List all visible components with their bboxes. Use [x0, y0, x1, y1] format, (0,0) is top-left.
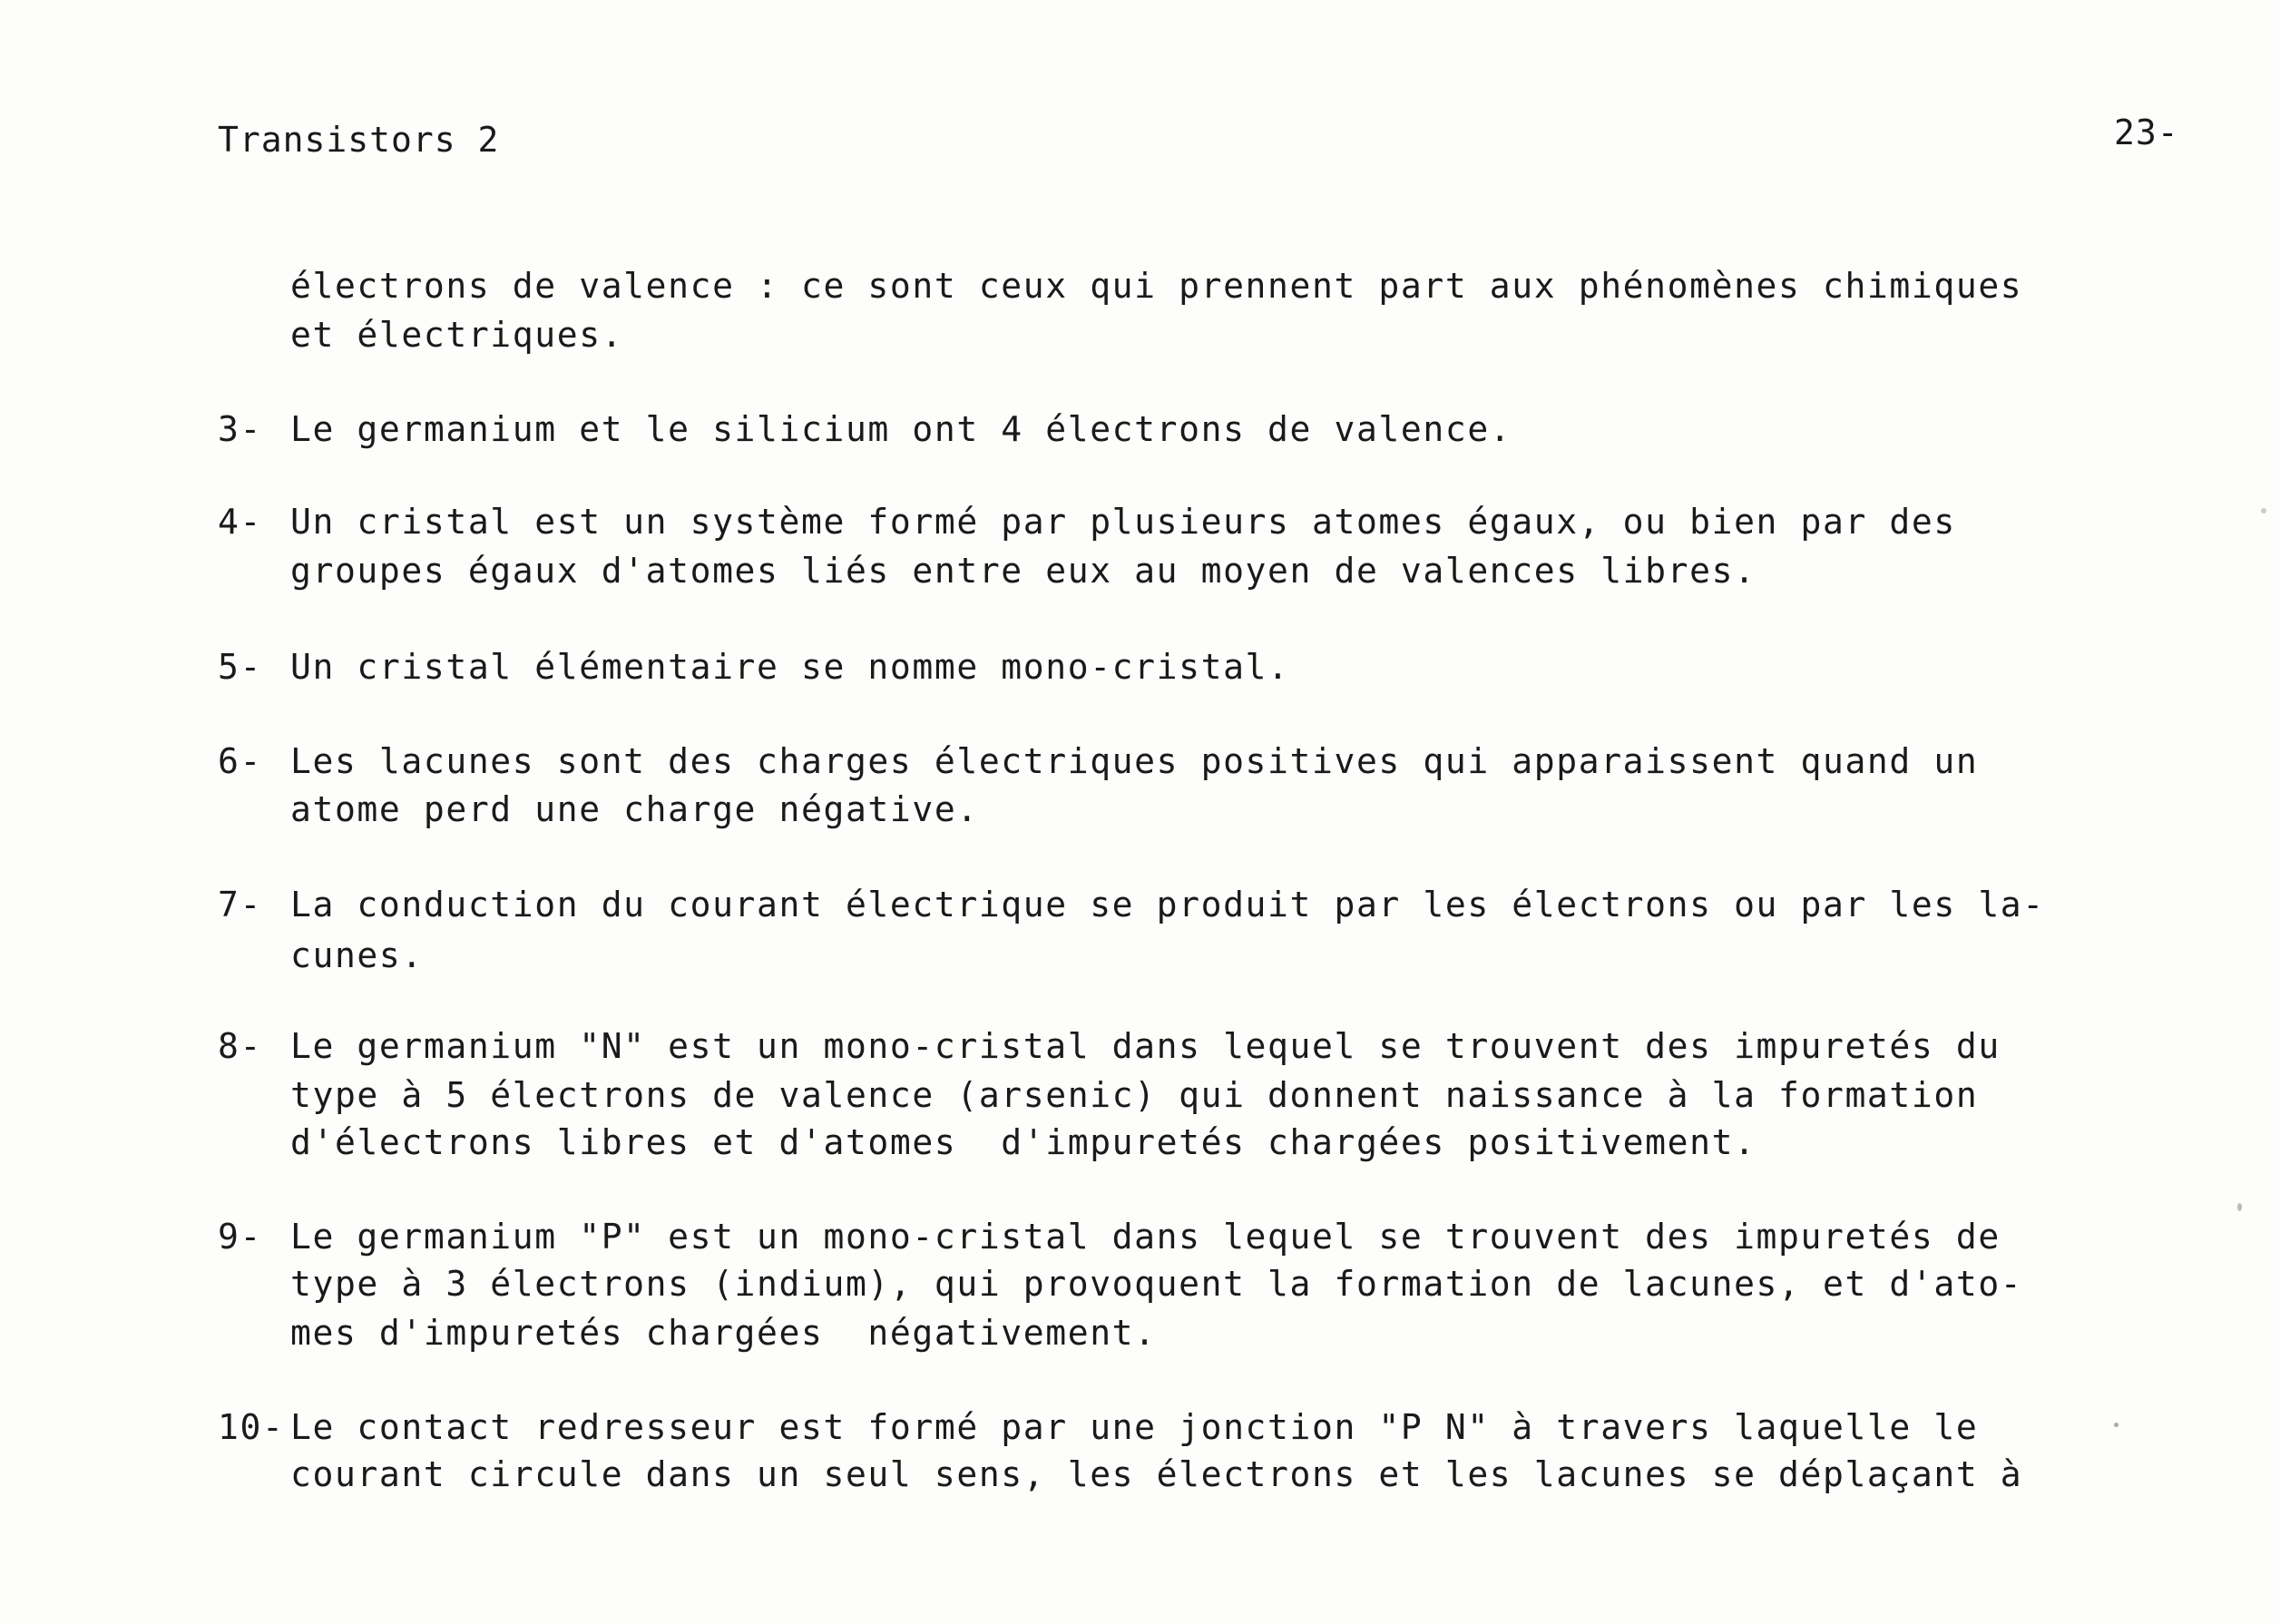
scan-speck [2114, 1423, 2119, 1427]
item-line: courant circule dans un seul sens, les électrons et les lacunes se déplaçant à [290, 1454, 2023, 1494]
item-line: Les lacunes sont des charges électriques positives qui apparaissent quand un [290, 741, 1979, 781]
item-line: Le germanium et le silicium ont 4 électrons de valence. [290, 409, 1512, 449]
item-line: La conduction du courant électrique se produit par les électrons ou par les la- [290, 885, 2045, 925]
item-number: 8- [218, 1026, 262, 1066]
item-number: 9- [218, 1217, 262, 1257]
item-line: Un cristal est un système formé par plusieurs atomes égaux, ou bien par des [290, 502, 1956, 542]
item-line: Le germanium "N" est un mono-cristal dans lequel se trouvent des impuretés du [290, 1026, 2001, 1066]
item-number: 3- [218, 409, 262, 449]
item-line: Le contact redresseur est formé par une jonction "P N" à travers laquelle le [290, 1407, 1979, 1447]
item-line: mes d'impuretés chargées négativement. [290, 1313, 1157, 1353]
item-number: 4- [218, 502, 262, 542]
item-number: 10- [218, 1407, 285, 1447]
item-number: 5- [218, 647, 262, 687]
item-number: 7- [218, 885, 262, 925]
item-line: Le germanium "P" est un mono-cristal dans lequel se trouvent des impuretés de [290, 1217, 2001, 1257]
continuation-line: électrons de valence : ce sont ceux qui prennent part aux phénomènes chimiques [290, 266, 2023, 306]
page-number: 23- [2114, 113, 2179, 152]
item-line: type à 3 électrons (indium), qui provoquent la formation de lacunes, et d'ato- [290, 1264, 2023, 1304]
item-line: d'électrons libres et d'atomes d'impuretés chargées positivement. [290, 1122, 1756, 1162]
scan-speck [2261, 508, 2266, 514]
item-number: 6- [218, 741, 262, 781]
item-line: Un cristal élémentaire se nomme mono-cristal. [290, 647, 1290, 687]
item-line: groupes égaux d'atomes liés entre eux au moyen de valences libres. [290, 551, 1756, 591]
item-line: cunes. [290, 935, 424, 975]
continuation-line: et électriques. [290, 315, 624, 355]
item-line: type à 5 électrons de valence (arsenic) qui donnent naissance à la formation [290, 1075, 1979, 1115]
running-header-title: Transistors 2 [218, 120, 500, 160]
scan-speck [2237, 1203, 2242, 1211]
item-line: atome perd une charge négative. [290, 789, 979, 829]
